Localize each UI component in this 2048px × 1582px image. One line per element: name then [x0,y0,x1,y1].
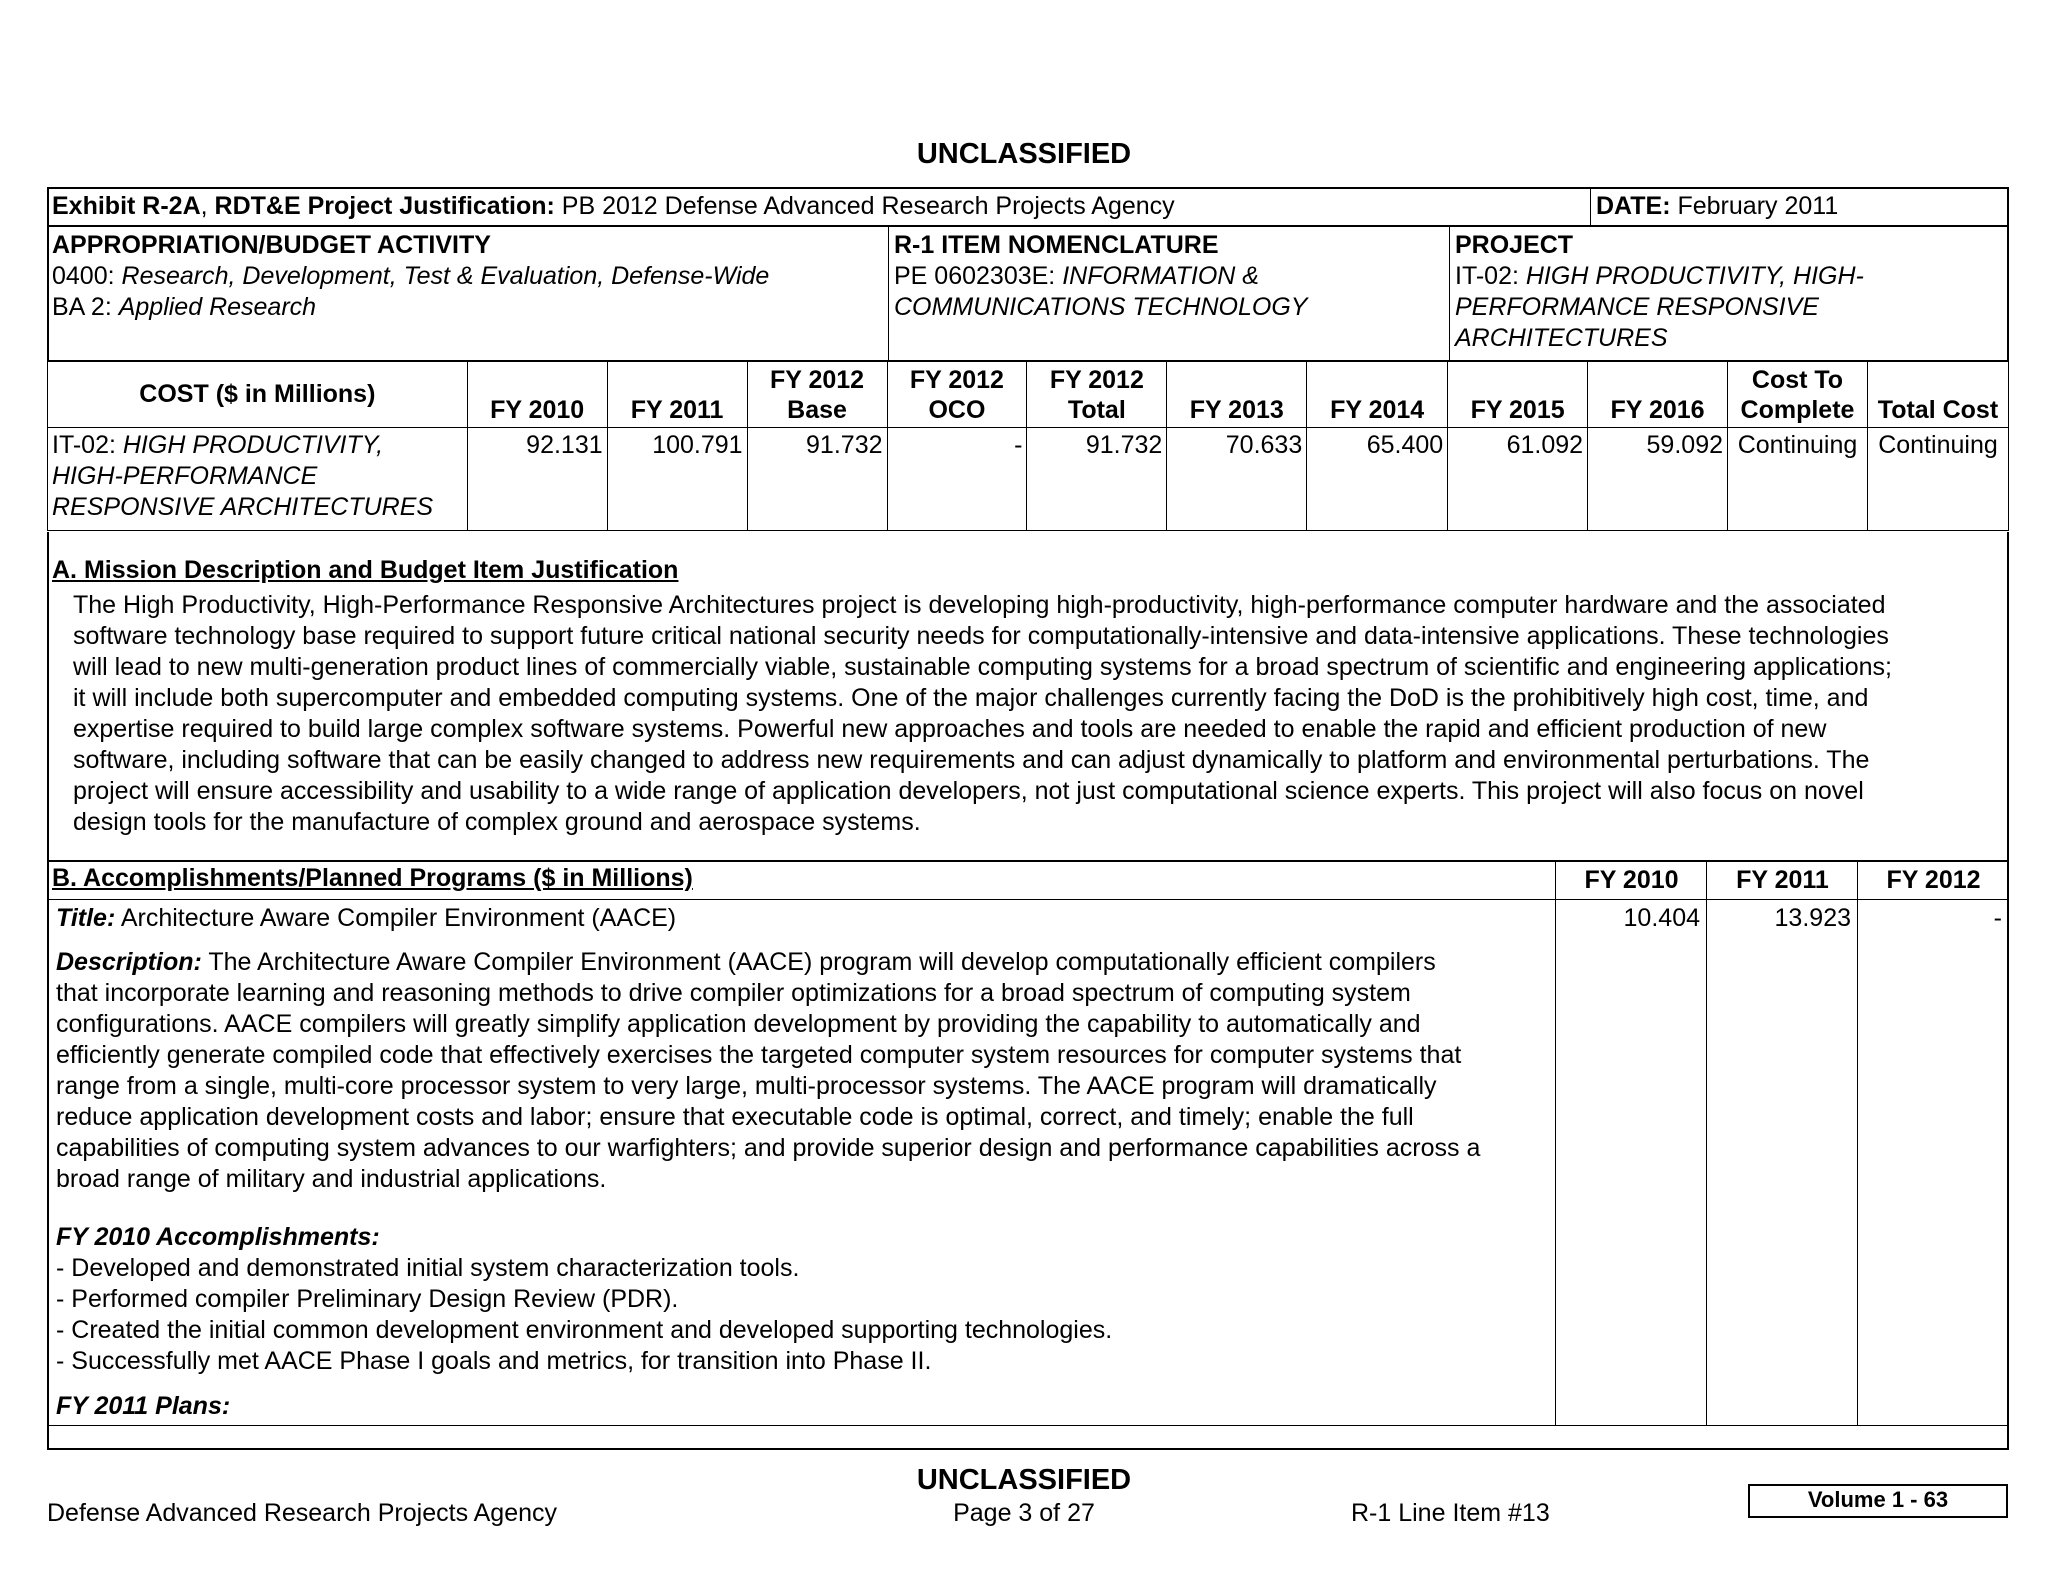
exhibit-agency: PB 2012 Defense Advanced Research Projects Agency [554,192,1175,220]
cost-value-cell: 91.732 [1027,428,1167,531]
cost-header-row [48,361,2009,428]
exhibit-title [52,191,1175,222]
exhibit-sep: , [200,192,215,220]
plans-title: FY 2011 Plans: [56,1392,231,1420]
cost-header-cell: FY 2011 [607,361,747,428]
section-b-col-header: FY 2010 [1584,866,1679,894]
project-text-1: HIGH PRODUCTIVITY, HIGH- [1525,262,1864,290]
cost-header-cell: FY 2013 [1167,361,1307,428]
nomenclature-text-1: INFORMATION & [1062,262,1259,290]
budget-activity-code: BA 2: [52,293,119,321]
cost-header-cell: FY 2010 [467,361,607,428]
cost-value-cell: 65.400 [1307,428,1448,531]
appropriation-label: APPROPRIATION/BUDGET ACTIVITY [52,231,491,259]
divider [1449,225,1450,362]
accomplishment-item: - Created the initial common development environment and developed supporting technologies. [56,1316,1113,1344]
accomplishment-item: - Performed compiler Preliminary Design Review (PDR). [56,1285,679,1313]
divider [1857,860,1858,1425]
budget-activity-text: Applied Research [118,293,317,321]
appropriation-code: 0400: [52,262,122,290]
section-a-line: it will include both supercomputer and embedded computing systems. One of the major challenges currently facing the DoD is the prohibitively high cost, time, and [73,684,1869,712]
section-b-col-header: FY 2012 [1886,866,1981,894]
cost-header-cell: FY 2015 [1448,361,1588,428]
section-a-body [73,590,2003,838]
appropriation-text: Research, Development, Test & Evaluation, Defense-Wide [121,262,770,290]
divider [888,225,889,362]
cost-header-cell: FY 2016 [1588,361,1728,428]
exhibit-type: RDT&E Project Justification: [214,192,555,220]
volume-box: Volume 1 - 63 [1748,1484,2008,1518]
divider [47,899,2009,900]
classification-footer: UNCLASSIFIED [916,1464,1132,1496]
project-label: PROJECT [1455,231,1574,259]
exhibit-date [1596,191,1838,222]
description-line: reduce application development costs and labor; ensure that executable code is optimal, correct, and timely; enable the full [56,1103,1414,1131]
cost-value-cell: 61.092 [1448,428,1588,531]
nomenclature-text-2: COMMUNICATIONS TECHNOLOGY [894,293,1308,321]
date-value: February 2011 [1670,192,1839,220]
cost-row-code: IT-02: [52,431,123,459]
accomplishments-title: FY 2010 Accomplishments: [56,1223,380,1251]
project-code: IT-02: [1455,262,1526,290]
divider [1555,860,2007,861]
program-title [56,903,676,934]
description-line: efficiently generate compiled code that effectively exercises the targeted computer system resources for computer systems that [56,1041,1462,1069]
divider [1555,860,1556,1425]
cost-header-cell: Total Cost [1867,361,2008,428]
classification-header: UNCLASSIFIED [916,138,1132,170]
description-line: range from a single, multi-core processor system to very large, multi-processor systems. The AACE program will dramatically [56,1072,1437,1100]
cost-table [47,360,2009,531]
cost-header-cell: COST ($ in Millions) [48,361,468,428]
divider [1590,187,1591,227]
section-a-line: project will ensure accessibility and usability to a wide range of application developers, not just computational science experts. This project will also focus on novel [73,777,1864,805]
section-a-title: A. Mission Description and Budget Item Justification [52,556,679,584]
project-block [1455,230,2005,354]
footer-page-number: Page 3 of 27 [953,1499,1095,1527]
description-line: The Architecture Aware Compiler Environment (AACE) program will develop computationally efficient compilers [201,948,1436,976]
cost-value-cell: 100.791 [607,428,747,531]
nomenclature-code: PE 0602303E: [894,262,1063,290]
accomplishment-item: - Successfully met AACE Phase I goals and metrics, for transition into Phase II. [56,1347,932,1375]
cost-header-cell: FY 2014 [1307,361,1448,428]
program-description [56,947,1551,1195]
section-a-line: expertise required to build large complex software systems. Powerful new approaches and tools are needed to enable the rapid and efficient production of new [73,715,1827,743]
cost-value-cell: 92.131 [467,428,607,531]
appropriation-block [52,230,882,323]
exhibit-label: Exhibit R-2A [52,192,201,220]
cost-value-cell: - [887,428,1027,531]
cost-header-cell: FY 2012 Total [1027,361,1167,428]
cost-header-cell: FY 2012 Base [747,361,887,428]
cost-row-name-2: HIGH-PERFORMANCE [52,462,318,490]
accomplishments-list [56,1253,1551,1377]
section-b-title: B. Accomplishments/Planned Programs ($ in Millions) [52,864,693,892]
program-title-value: Architecture Aware Compiler Environment (AACE) [115,904,677,932]
cost-data-row [48,428,2009,531]
date-label: DATE: [1596,192,1671,220]
program-value: 13.923 [1774,904,1851,932]
accomplishment-item: - Developed and demonstrated initial system characterization tools. [56,1254,800,1282]
description-line: configurations. AACE compilers will greatly simplify application development by providing the capability to automatically and [56,1010,1421,1038]
cost-row-name-1: HIGH PRODUCTIVITY, [122,431,384,459]
divider [47,1425,2009,1426]
project-text-3: ARCHITECTURES [1455,324,1668,352]
description-label: Description: [56,948,202,976]
description-line: that incorporate learning and reasoning methods to drive compiler optimizations for a broad spectrum of computing system [56,979,1411,1007]
section-a-line: software technology base required to support future critical national security needs for computationally-intensive and data-intensive applications. These technologies [73,622,1889,650]
cost-value-cell: 91.732 [747,428,887,531]
cost-value-cell: 70.633 [1167,428,1307,531]
program-value: 10.404 [1623,904,1700,932]
footer-agency: Defense Advanced Research Projects Agency [47,1499,558,1527]
description-line: broad range of military and industrial applications. [56,1165,607,1193]
program-title-label: Title: [56,904,116,932]
cost-header-cell: Cost To Complete [1728,361,1868,428]
cost-value-cell: 59.092 [1588,428,1728,531]
divider [1706,860,1707,1425]
nomenclature-block [894,230,1444,323]
cost-value-cell: Continuing [1728,428,1868,531]
nomenclature-label: R-1 ITEM NOMENCLATURE [894,231,1219,259]
section-a-line: design tools for the manufacture of complex ground and aerospace systems. [73,808,921,836]
section-a-line: The High Productivity, High-Performance Responsive Architectures project is developing high-productivity, high-performance computer hardware and the associated [73,591,1886,619]
footer-line-item: R-1 Line Item #13 [1351,1499,1550,1527]
cost-value-cell: Continuing [1867,428,2008,531]
cost-header-cell: FY 2012 OCO [887,361,1027,428]
project-text-2: PERFORMANCE RESPONSIVE [1455,293,1819,321]
description-line: capabilities of computing system advances to our warfighters; and provide superior design and performance capabilities across a [56,1134,1481,1162]
section-a-line: will lead to new multi-generation product lines of commercially viable, sustainable computing systems for a broad spectrum of scientific and engineering applications; [73,653,1892,681]
cost-row-label [48,428,468,531]
program-value: - [1993,904,2002,932]
section-a-line: software, including software that can be easily changed to address new requirements and can adjust dynamically to platform and environmental perturbations. The [73,746,1870,774]
section-b-col-header: FY 2011 [1736,866,1829,894]
cost-row-name-3: RESPONSIVE ARCHITECTURES [52,493,434,521]
